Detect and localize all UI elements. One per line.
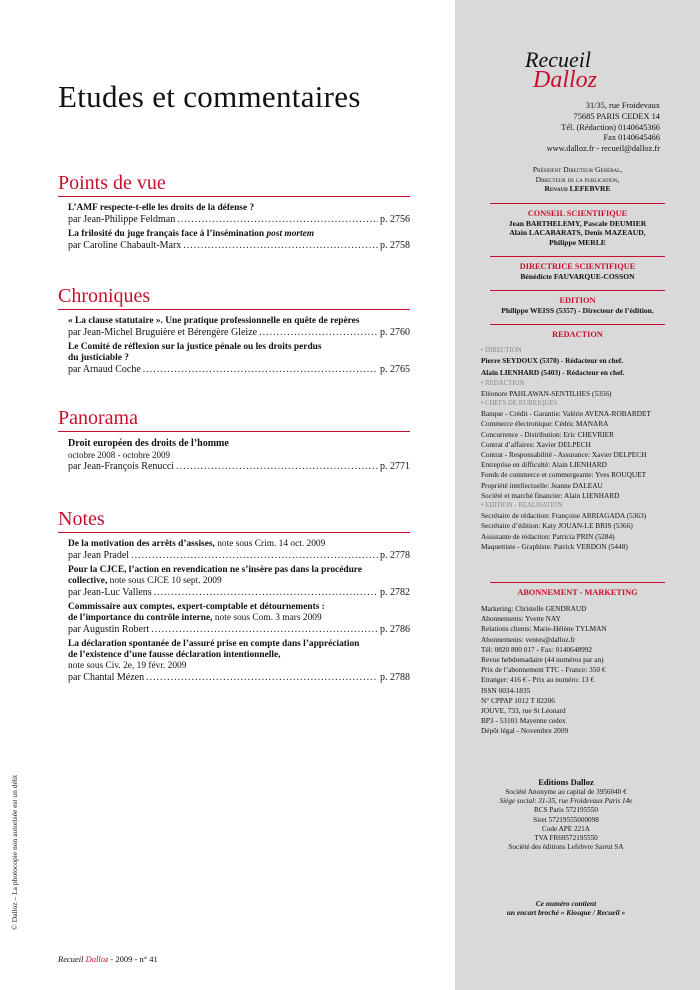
- toc-entry[interactable]: [68, 539, 410, 562]
- toc-entry[interactable]: [68, 438, 410, 473]
- entry-page: p. 2782: [380, 587, 410, 598]
- entry-title: La frilosité du juge français face à l’insémination: [68, 229, 265, 239]
- entry-page: p. 2771: [380, 461, 410, 472]
- info-line[interactable]: Abonnements: ventes@dalloz.fr: [481, 634, 576, 644]
- entry-title: Pour la CJCE, l’action en revendication ne s’insère pas dans la procédure: [68, 565, 362, 575]
- address-line: Fax 0140645466: [603, 133, 660, 143]
- entry-note: octobre 2008 - octobre 2009: [68, 450, 170, 460]
- footer-dalloz: Dalloz: [85, 954, 109, 964]
- info-line: Marketing: Christelle GENDRAUD: [481, 604, 587, 613]
- entry-note: note sous Com. 3 mars 2009: [212, 613, 322, 623]
- divider: [490, 290, 665, 291]
- conseil-line: Philippe MERLE: [549, 237, 606, 247]
- staff-line: Concurrence - Distribution: Eric CHEVRIER: [481, 429, 614, 439]
- section-divider: [58, 532, 410, 533]
- recueil-dalloz-logo: [525, 47, 598, 93]
- address-line: 31/35, rue Froidevaux: [585, 101, 660, 110]
- redaction-heading-block: [470, 324, 685, 340]
- section-heading: Points de vue: [58, 172, 166, 194]
- editions-line: Société des éditions Lefebvre Sarrut SA: [508, 843, 624, 852]
- section-heading: Notes: [58, 508, 105, 530]
- staff-line: Propriété intellectuelle: Jeanne DALEAU: [481, 480, 603, 490]
- section-divider: [58, 196, 410, 197]
- encart-line: Ce numéro contient: [535, 899, 597, 908]
- entry-page: p. 2778: [380, 550, 410, 561]
- leader-dots: [151, 624, 378, 636]
- president-line: Directeur de la publication,: [535, 174, 620, 184]
- entry-title-cont: collective,: [68, 576, 108, 586]
- entry-page: p. 2788: [380, 672, 410, 683]
- president-name: Renaud LEFEBVRE: [544, 184, 611, 193]
- section-notes: [58, 508, 410, 687]
- divider: [490, 582, 665, 583]
- divider: [490, 203, 665, 204]
- conseil-heading: CONSEIL SCIENTIFIQUE: [527, 209, 628, 218]
- staff-line: Société et marché financier: Alain LIENHARD: [481, 490, 620, 500]
- editions-line: Siège social: 31-35, rue Froidevaux Paris 14e: [499, 797, 633, 806]
- president-block: [470, 165, 685, 194]
- encart-notice: [466, 899, 666, 918]
- info-line: BP3 - 53101 Mayenne cedex: [481, 716, 566, 726]
- leader-dots: [183, 240, 378, 252]
- staff-line: Commerce électronique: Cédric MANARA: [481, 419, 609, 429]
- subheading: • REDACTION: [481, 379, 525, 387]
- toc-entry[interactable]: [68, 602, 410, 636]
- edition-line: Philippe WEISS (5357) - Directeur de l’édition.: [501, 306, 654, 315]
- staff-line: Secrétaire d’édition: Katy JOUAN-LE BRIS (5366): [481, 521, 633, 531]
- editions-line: Société Anonyme au capital de 3956040 €: [505, 788, 627, 796]
- toc-entry[interactable]: [68, 342, 410, 376]
- page-title: Etudes et commentaires: [58, 78, 361, 114]
- staff-line: Banque - Crédit - Garantie: Valérie AVENA-ROBARDET: [481, 409, 651, 419]
- section-divider: [58, 309, 410, 310]
- entry-title: Le Comité de réflexion sur la justice pénale ou les droits perdus: [68, 342, 322, 352]
- editions-line: TVA FR69572195550: [534, 834, 598, 843]
- entry-title: L’AMF respecte-t-elle les droits de la défense ?: [68, 203, 255, 213]
- entry-title: Commissaire aux comptes, expert-comptable et détournements :: [68, 602, 325, 612]
- subheading: • CHEFS DE RUBRIQUES: [481, 400, 558, 408]
- toc-entry[interactable]: [68, 229, 410, 252]
- publisher-address: [455, 101, 660, 155]
- section-points-de-vue: [58, 172, 410, 255]
- entry-title-cont: de l’existence d’une fausse déclaration intentionnelle,: [68, 650, 281, 660]
- staff-line: Pierre SEYDOUX (5370) - Rédacteur en chef.: [481, 356, 624, 366]
- editions-line: Siret 57219555000098: [533, 815, 599, 824]
- edition-heading: EDITION: [559, 296, 596, 305]
- page-footer: [58, 954, 158, 964]
- toc-entry[interactable]: [68, 316, 410, 339]
- conseil-line: Alain LACABARATS, Denis MAZEAUD,: [509, 228, 646, 238]
- info-line: N° CPPAP 1012 T 82206: [481, 695, 555, 705]
- footer-issue: - 2009 - n° 41: [108, 954, 158, 964]
- leader-dots: [176, 461, 378, 473]
- entry-title: La déclaration spontanée de l’assuré prise en compte dans l’appréciation: [68, 639, 360, 649]
- divider: [490, 324, 665, 325]
- editions-line: Code APE 221A: [542, 824, 590, 833]
- redaction-list: [481, 346, 691, 552]
- subheading: • DIRECTION: [481, 347, 522, 354]
- entry-title-italic: post mortem: [266, 229, 315, 239]
- entry-title-cont: du justiciable ?: [68, 353, 129, 363]
- copyright-notice: © Dalloz – La photocopie non autorisée est un délit: [10, 774, 19, 930]
- entry-author: par Jean Pradel: [68, 550, 130, 561]
- staff-line: Fonds de commerce et commergeante: Yves ROUQUET: [481, 470, 647, 480]
- staff-line: Secrétaire de rédaction: Françoise ARRIAGADA (5363): [481, 511, 647, 521]
- divider: [490, 256, 665, 257]
- address-line: 75685 PARIS CEDEX 14: [573, 111, 660, 121]
- encart-line: un encart broché « Kiosque / Recueil »: [506, 908, 626, 918]
- abonnement-heading-block: [470, 582, 685, 598]
- entry-title: « La clause statutaire ». Une pratique professionnelle en quête de repères: [68, 316, 360, 326]
- section-divider: [58, 431, 410, 432]
- edition-block: [470, 290, 685, 315]
- toc-entry[interactable]: [68, 639, 410, 684]
- logo-recueil: Recueil: [525, 47, 591, 72]
- leader-dots: [154, 587, 378, 599]
- info-line: Dépôt légal - Novembre 2009: [481, 726, 569, 736]
- leader-dots: [177, 214, 378, 226]
- toc-entry[interactable]: [68, 203, 410, 226]
- info-line: Relations clients: Marie-Hélène TYLMAN: [481, 624, 607, 634]
- leader-dots: [131, 550, 378, 562]
- logo-dalloz: Dalloz: [533, 67, 598, 93]
- entry-author: par Jean-Michel Bruguière et Bérengère Gleize: [68, 327, 258, 338]
- entry-author: par Jean-Philippe Feldman: [68, 214, 176, 225]
- section-heading: Panorama: [58, 407, 138, 429]
- entry-note: note sous CJCE 10 sept. 2009: [107, 576, 222, 586]
- entry-note: note sous Civ. 2e, 19 févr. 2009: [68, 661, 187, 671]
- address-line[interactable]: www.dalloz.fr - recueil@dalloz.fr: [546, 144, 660, 154]
- editions-title: Editions Dalloz: [538, 777, 594, 787]
- subheading: • EDITION - REALISATION: [481, 502, 563, 510]
- entry-page: p. 2756: [380, 214, 410, 225]
- entry-author: par Arnaud Coche: [68, 364, 141, 375]
- footer-recueil: Recueil: [58, 954, 84, 964]
- staff-line: Entreprise en difficulté: Alain LIENHARD: [481, 460, 607, 470]
- entry-author: par Augustin Robert: [68, 624, 150, 635]
- staff-line: Contrat - Responsabilité - Assurance: Xavier DELPECH: [481, 450, 647, 460]
- section-chroniques: [58, 285, 410, 379]
- staff-line: Eléonore PAHLAWAN-SENTILHES (5356): [481, 388, 612, 398]
- entry-author: par Chantal Mézen: [68, 672, 145, 683]
- info-line: Etranger: 416 € - Prix au numéro: 13 €: [481, 675, 595, 685]
- directrice-name: Bénédicte FAUVARQUE-COSSON: [520, 272, 635, 281]
- entry-page: p. 2786: [380, 624, 410, 635]
- redaction-heading: REDACTION: [552, 330, 603, 339]
- entry-author: par Jean-Luc Vallens: [68, 587, 152, 598]
- abonnement-heading: ABONNEMENT - MARKETING: [517, 588, 638, 597]
- toc-entry[interactable]: [68, 565, 410, 599]
- entry-author: par Caroline Chabault-Marx: [68, 240, 182, 251]
- info-line: Tél: 0820 800 017 - Fax: 0140648992: [481, 644, 593, 654]
- section-panorama: [58, 407, 410, 476]
- staff-line: Contrat d’affaires: Xavier DELPECH: [481, 439, 591, 449]
- info-line: Prix de l’abonnement TTC - France: 350 €: [481, 665, 606, 675]
- info-line: Abonnements: Yvette NAY: [481, 614, 561, 624]
- directrice-block: [470, 256, 685, 281]
- staff-line: Assistante de rédaction: Patricia PRIN (5284): [481, 531, 615, 541]
- entry-page: p. 2765: [380, 364, 410, 375]
- leader-dots: [259, 327, 378, 339]
- address-line: Tél. (Rédaction) 0140645366: [561, 122, 660, 132]
- info-line: Revue hebdomadaire (44 numéros par an): [481, 655, 604, 665]
- entry-page: p. 2758: [380, 240, 410, 251]
- conseil-block: [470, 203, 685, 247]
- entry-page: p. 2760: [380, 327, 410, 338]
- conseil-line: Jean BARTHELEMY, Pascale DEUMIER: [508, 219, 647, 228]
- staff-line: Alain LIENHARD (5403) - Rédacteur en chef.: [481, 368, 625, 378]
- president-line: Président Directeur Général,: [532, 165, 623, 174]
- editions-line: RCS Paris 572195550: [534, 806, 598, 815]
- entry-title-cont: de l’importance du contrôle interne,: [68, 613, 213, 623]
- staff-line: Maquettiste - Graphiste: Patrick VERDON (5448): [481, 541, 628, 551]
- entry-author: par Jean-François Renucci: [68, 461, 175, 472]
- entry-note: note sous Crim. 14 oct. 2009: [214, 539, 326, 549]
- entry-title: De la motivation des arrêts d’assises,: [68, 539, 215, 549]
- leader-dots: [146, 672, 378, 684]
- editions-dalloz-block: [466, 776, 666, 852]
- info-line: ISSN 0034-1835: [481, 685, 531, 695]
- section-heading: Chroniques: [58, 285, 151, 307]
- abonnement-list: [481, 604, 691, 737]
- leader-dots: [143, 364, 378, 376]
- directrice-heading: DIRECTRICE SCIENTIFIQUE: [519, 262, 636, 271]
- entry-title: Droit européen des droits de l’homme: [68, 438, 229, 449]
- info-line: JOUVE, 733, rue St Léonard: [481, 706, 566, 716]
